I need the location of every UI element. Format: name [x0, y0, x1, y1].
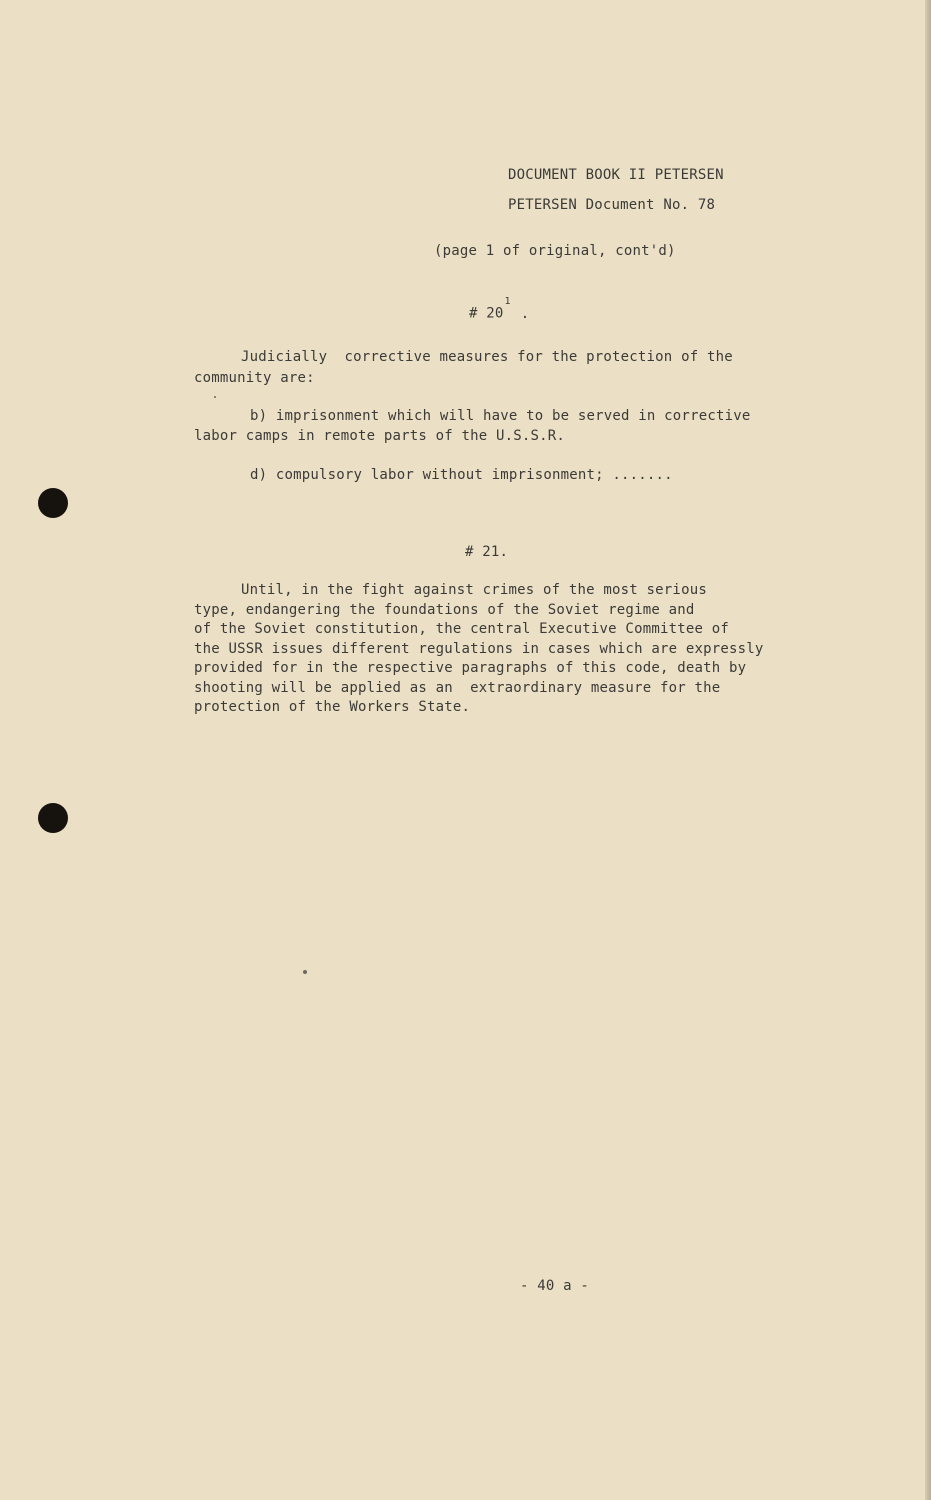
paper-speck — [303, 970, 307, 974]
section-21-heading: # 21. — [465, 544, 509, 560]
section-20-item-b-line-2: labor camps in remote parts of the U.S.S.R. — [194, 428, 566, 444]
section-21-line-7: protection of the Workers State. — [194, 699, 471, 715]
section-21-line-4: the USSR issues different regulations in cases which are expressly — [194, 641, 764, 657]
page-reference: (page 1 of original, cont'd) — [434, 243, 676, 259]
section-20-period: . — [520, 305, 530, 322]
page-number: - 40 a - — [520, 1278, 590, 1294]
section-21-line-1: Until, in the fight against crimes of the most serious — [241, 582, 707, 598]
punch-hole-lower — [38, 803, 68, 833]
section-21-line-5: provided for in the respective paragraphs of this code, death by — [194, 660, 747, 676]
header-document-line: PETERSEN Document No. 78 — [508, 197, 716, 213]
section-20-number: # 20 — [469, 305, 504, 322]
header-book-line: DOCUMENT BOOK II PETERSEN — [508, 167, 724, 183]
section-21-line-3: of the Soviet constitution, the central Executive Committee of — [194, 621, 729, 637]
section-20-intro-line-1: Judicially corrective measures for the protection of the — [241, 349, 733, 365]
section-20-item-b-line-1: b) imprisonment which will have to be served in corrective — [250, 408, 751, 424]
section-20-superscript: 1 — [504, 296, 511, 307]
section-20-item-d: d) compulsory labor without imprisonment; ....... — [250, 467, 673, 483]
paper-speck — [214, 396, 216, 398]
section-20-heading — [469, 296, 530, 324]
section-21-line-6: shooting will be applied as an extraordinary measure for the — [194, 680, 721, 696]
punch-hole-upper — [38, 488, 68, 518]
section-20-intro-line-2: community are: — [194, 370, 315, 386]
section-21-line-2: type, endangering the foundations of the Soviet regime and — [194, 602, 695, 618]
